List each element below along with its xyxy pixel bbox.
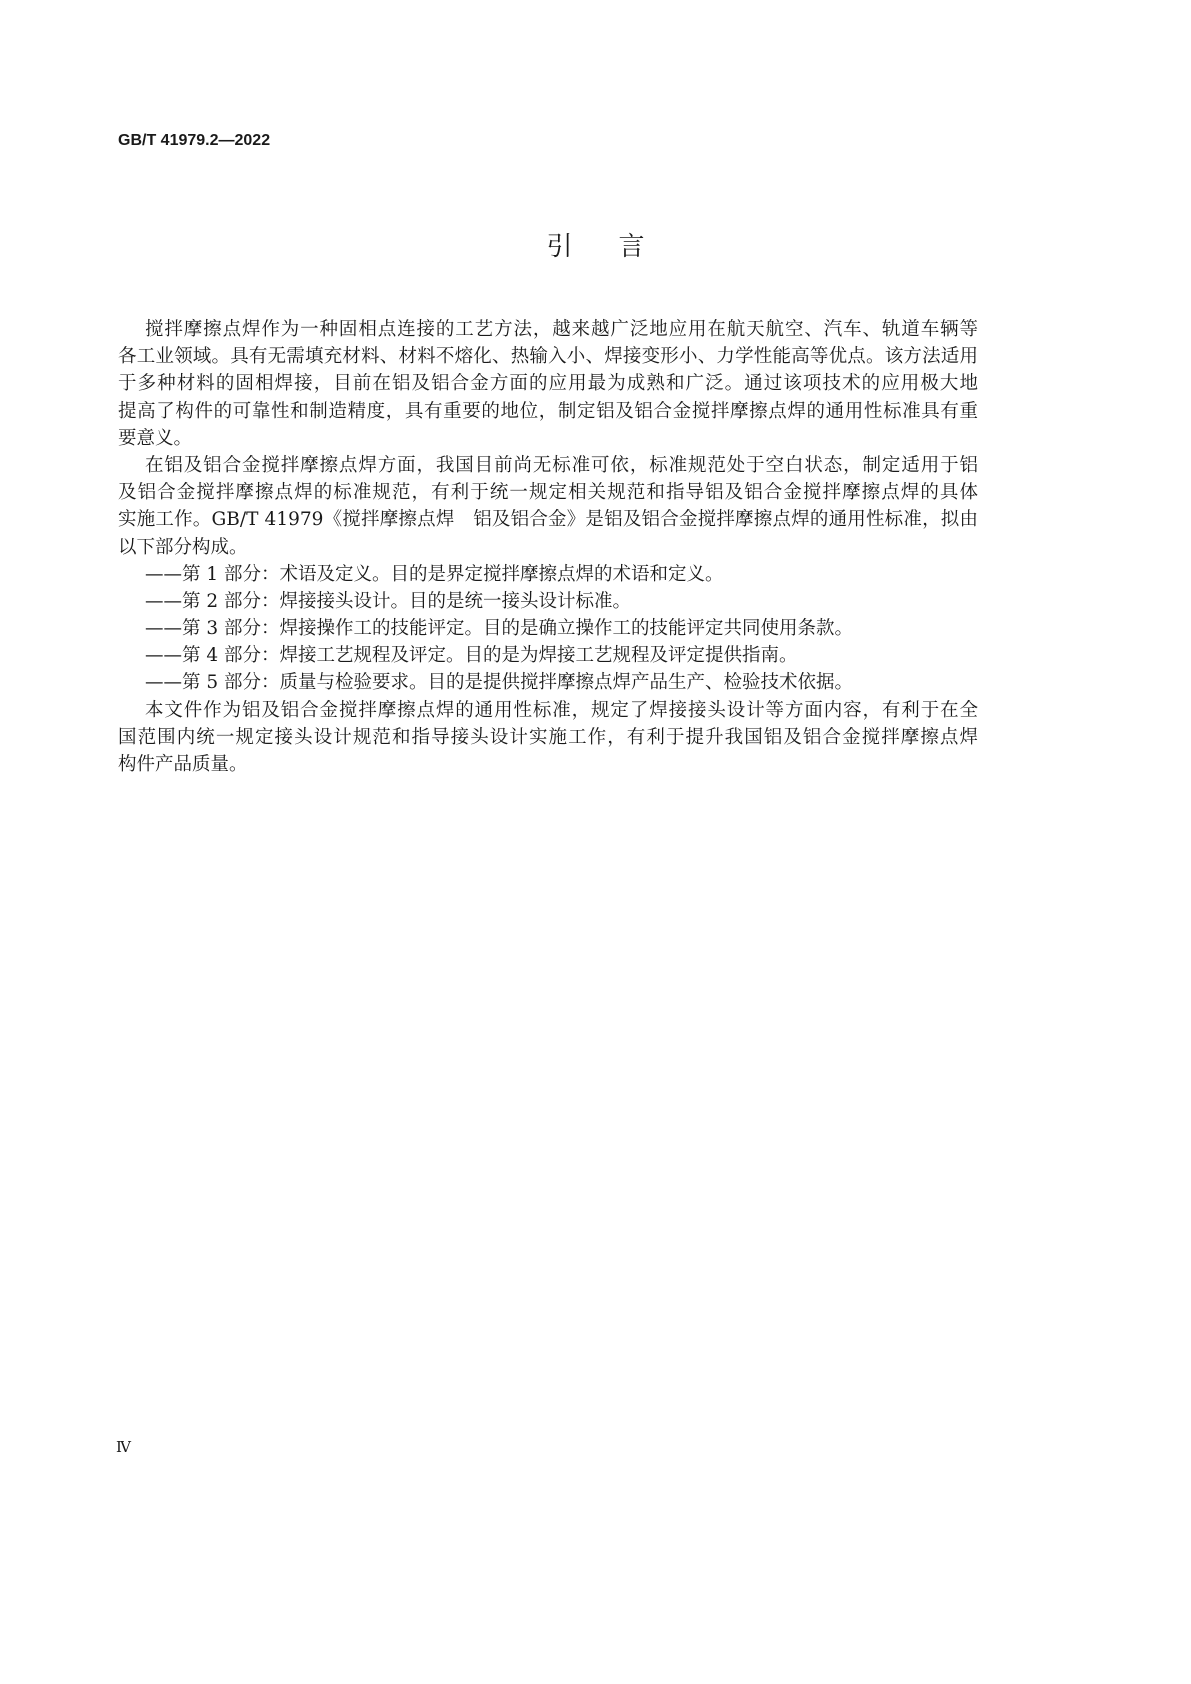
text-line: 本文件作为铝及铝合金搅拌摩擦点焊的通用性标准，规定了焊接接头设计等方面内容，有利于在全 [145, 699, 978, 721]
document-body [118, 316, 978, 778]
text-line: 在铝及铝合金搅拌摩擦点焊方面，我国目前尚无标准可依，标准规范处于空白状态，制定适用于铝 [145, 454, 978, 476]
page-number: Ⅳ [116, 1438, 131, 1456]
parts-list [118, 561, 978, 697]
text-line: 构件产品质量。 [118, 754, 248, 775]
text-line: 国范围内统一规定接头设计规范和指导接头设计实施工作，有利于提升我国铝及铝合金搅拌摩擦点焊 [118, 726, 978, 748]
list-item: ——第 2 部分：焊接接头设计。目的是统一接头设计标准。 [145, 590, 632, 612]
standard-number-header: GB/T 41979.2—2022 [118, 132, 271, 149]
text-line: 提高了构件的可靠性和制造精度，具有重要的地位，制定铝及铝合金搅拌摩擦点焊的通用性标准具有重 [118, 400, 978, 422]
closing-paragraph [118, 697, 978, 779]
paragraph-1 [118, 316, 978, 452]
list-item: ——第 4 部分：焊接工艺规程及评定。目的是为焊接工艺规程及评定提供指南。 [145, 645, 798, 667]
paragraph-2 [118, 452, 978, 561]
text-line: 各工业领域。具有无需填充材料、材料不熔化、热输入小、焊接变形小、力学性能高等优点。该方法适用 [118, 346, 978, 368]
text-line: 要意义。 [118, 427, 193, 449]
text-line: 实施工作。GB/T 41979《搅拌摩擦点焊 铝及铝合金》是铝及铝合金搅拌摩擦点焊的通用性标准，拟由 [118, 509, 978, 531]
list-item: ——第 5 部分：质量与检验要求。目的是提供搅拌摩擦点焊产品生产、检验技术依据。 [145, 672, 854, 694]
text-line: 搅拌摩擦点焊作为一种固相点连接的工艺方法，越来越广泛地应用在航天航空、汽车、轨道车辆等 [145, 319, 978, 340]
list-item: ——第 1 部分：术语及定义。目的是界定搅拌摩擦点焊的术语和定义。 [145, 563, 724, 585]
page-title: 引言 [546, 232, 691, 262]
text-line: 及铝合金搅拌摩擦点焊的标准规范，有利于统一规定相关规范和指导铝及铝合金搅拌摩擦点焊的具体 [118, 482, 978, 504]
text-line: 于多种材料的固相焊接，目前在铝及铝合金方面的应用最为成熟和广泛。通过该项技术的应用极大地 [118, 373, 978, 395]
list-item: ——第 3 部分：焊接操作工的技能评定。目的是确立操作工的技能评定共同使用条款。 [145, 618, 854, 640]
text-line: 以下部分构成。 [118, 536, 248, 558]
